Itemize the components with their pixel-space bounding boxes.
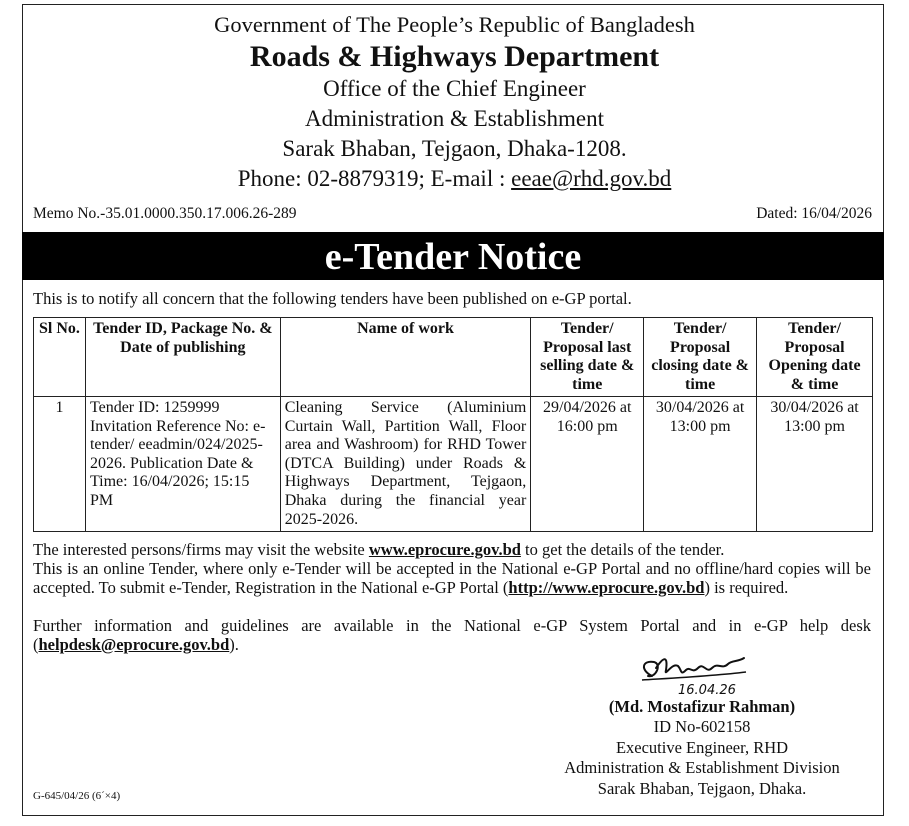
cell-work: Cleaning Service (Aluminium Curtain Wall, Partition Wall, Floor area and Washroom) for RHD Tower (DTCA Building) under Roads & Highways Department, Tejgaon, Dhaka during the financial year 2025-2026.: [280, 397, 531, 532]
signer-id: ID No-602158: [653, 717, 751, 736]
header-selling-date: Tender/ Proposal last selling date & time: [531, 318, 644, 397]
tender-table: [33, 317, 873, 532]
header-work: Name of work: [280, 318, 531, 397]
p3-text-b: ).: [229, 635, 239, 654]
government-line: Government of The People’s Republic of Bangladesh: [214, 12, 695, 37]
signer-address: Sarak Bhaban, Tejgaon, Dhaka.: [597, 779, 807, 798]
signer-name: (Md. Mostafizur Rahman): [608, 697, 796, 716]
p2-text-a: This is an online Tender, where only e-Tender will be accepted in the National e-GP Portal and no offline/hard copies will be accepted. To submit e-Tender, Registration in the National e-GP Portal (: [33, 559, 871, 597]
footer-code: G-645/04/26 (6´×4): [33, 790, 121, 802]
header-closing-date: Tender/ Proposal closing date & time: [644, 318, 757, 397]
cell-sl: 1: [34, 397, 86, 532]
table-header-row: [34, 318, 873, 397]
address-line: Sarak Bhaban, Tejgaon, Dhaka-1208.: [282, 136, 627, 161]
signer-designation: Executive Engineer, RHD: [615, 738, 789, 757]
signature-date: 16.04.26: [678, 683, 736, 698]
online-tender-paragraph: [33, 559, 871, 597]
p1-text-b: to get the details of the tender.: [520, 540, 725, 559]
header-opening-date: Tender/ Proposal Opening date & time: [757, 318, 873, 397]
department-title: Roads & Highways Department: [249, 40, 660, 73]
cell-selling: 29/04/2026 at 16:00 pm: [531, 397, 644, 532]
intro-text: This is to notify all concern that the following tenders have been published on e-GP portal.: [33, 289, 632, 308]
website-paragraph: [33, 540, 871, 559]
eprocure-link[interactable]: www.eprocure.gov.bd: [368, 540, 521, 559]
contact-prefix: Phone: 02-8879319; E-mail :: [237, 166, 512, 191]
handwritten-signature: [634, 650, 754, 698]
p1-text-a: The interested persons/firms may visit the website: [33, 540, 369, 559]
cell-opening: 30/04/2026 at 13:00 pm: [757, 397, 873, 532]
memo-number: Memo No.-35.01.0000.350.17.006.26-289: [33, 205, 297, 222]
header-tender-id: Tender ID, Package No. & Date of publishing: [85, 318, 280, 397]
p2-text-b: ) is required.: [704, 578, 789, 597]
p3-text-a: Further information and guidelines are available in the National e-GP System Portal and in e-GP help desk (: [33, 616, 871, 654]
cell-closing: 30/04/2026 at 13:00 pm: [644, 397, 757, 532]
memo-date: Dated: 16/04/2026: [756, 205, 872, 222]
cell-tender-info: Tender ID: 1259999 Invitation Reference No: e-tender/ eeadmin/024/2025-2026. Publication Date & Time: 16/04/2026; 15:15 PM: [85, 397, 280, 532]
eprocure-url-link[interactable]: http://www.eprocure.gov.bd: [508, 578, 705, 597]
office-line: Office of the Chief Engineer: [323, 76, 586, 101]
contact-line: [0, 166, 909, 192]
signer-division: Administration & Establishment Division: [564, 758, 840, 777]
notice-title: e-Tender Notice: [22, 232, 884, 280]
header-sl: Sl No.: [34, 318, 86, 397]
helpdesk-paragraph: [33, 616, 871, 654]
division-line: Administration & Establishment: [305, 106, 604, 131]
table-row: [34, 397, 873, 532]
helpdesk-email-link[interactable]: helpdesk@eprocure.gov.bd: [38, 635, 230, 654]
email-link[interactable]: eeae@rhd.gov.bd: [511, 166, 672, 191]
